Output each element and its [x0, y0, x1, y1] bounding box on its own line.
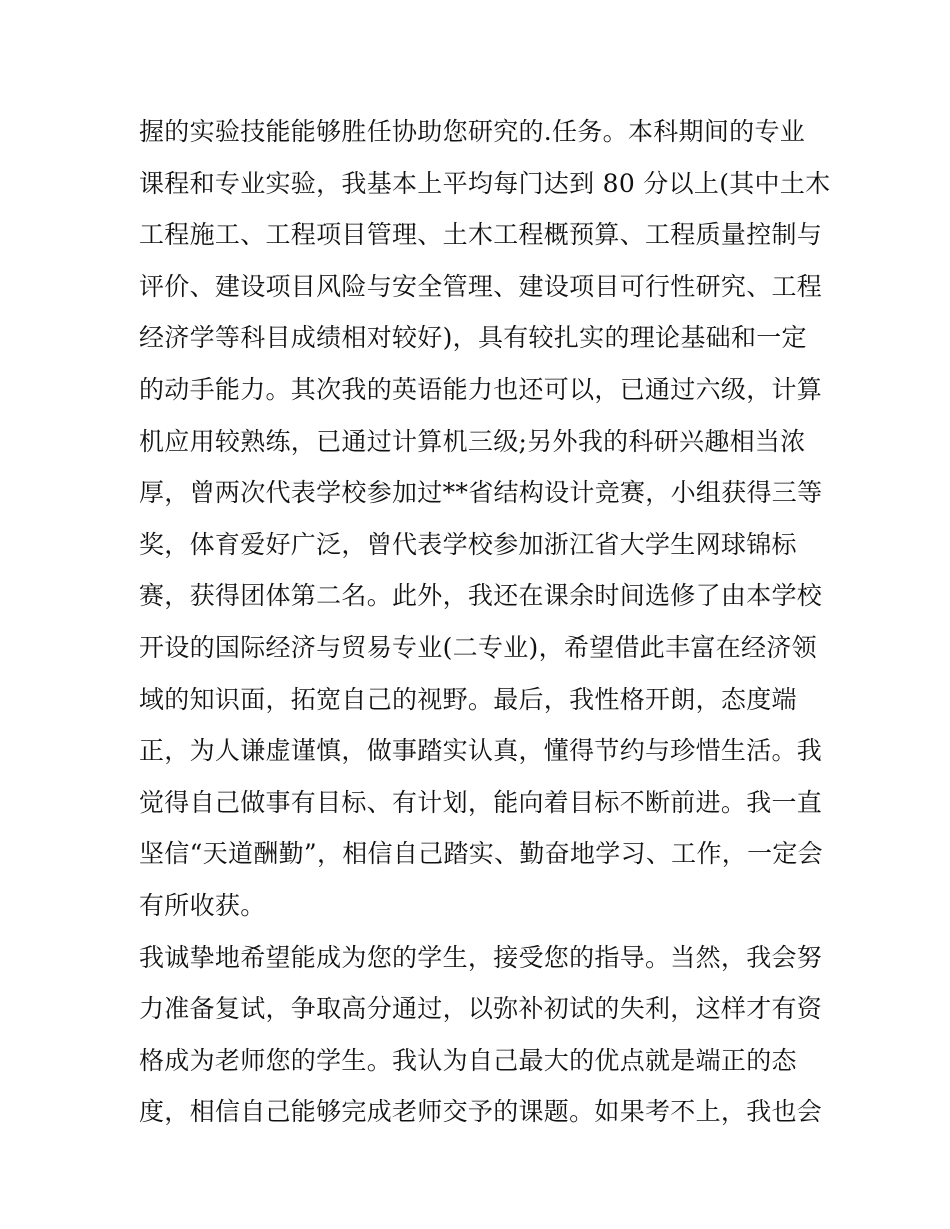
text-line: 坚信“天道酬勤”，相信自己踏实、勤奋地学习、工作，一定会 [139, 839, 823, 869]
text-line: 课程和专业实验，我基本上平均每门达到 80 分以上(其中土木 [139, 168, 831, 198]
text-line: 力准备复试，争取高分通过，以弥补初试的失利，这样才有资 [139, 994, 823, 1024]
text-line: 域的知识面，拓宽自己的视野。最后，我性格开朗，态度端 [139, 684, 797, 714]
text-line: 开设的国际经济与贸易专业(二专业)，希望借此丰富在经济领 [139, 632, 817, 662]
text-line: 机应用较熟练，已通过计算机三级;另外我的科研兴趣相当浓 [139, 426, 806, 456]
text-line: 我诚挚地希望能成为您的学生，接受您的指导。当然，我会努 [139, 942, 823, 972]
text-line: 赛，获得团体第二名。此外，我还在课余时间选修了由本学校 [139, 581, 823, 611]
paragraph-1 [139, 106, 839, 932]
text-line: 有所收获。 [139, 890, 266, 920]
text-line: 评价、建设项目风险与安全管理、建设项目可行性研究、工程 [139, 271, 823, 301]
text-line: 格成为老师您的学生。我认为自己最大的优点就是端正的态 [139, 1045, 797, 1075]
text-line: 握的实验技能能够胜任协助您研究的.任务。本科期间的专业 [139, 117, 806, 146]
text-line: 的动手能力。其次我的英语能力也还可以，已通过六级，计算 [139, 374, 823, 404]
paragraph-2 [139, 932, 839, 1138]
text-line: 厚，曾两次代表学校参加过**省结构设计竞赛，小组获得三等 [139, 478, 823, 508]
text-line: 度，相信自己能够完成老师交予的课题。如果考不上，我也会 [139, 1097, 823, 1127]
body-text [139, 106, 839, 1138]
text-line: 工程施工、工程项目管理、土木工程概预算、工程质量控制与 [139, 220, 823, 250]
text-line: 觉得自己做事有目标、有计划，能向着目标不断前进。我一直 [139, 787, 823, 817]
text-line: 经济学等科目成绩相对较好)，具有较扎实的理论基础和一定 [139, 323, 807, 353]
text-line: 正，为人谦虚谨慎，做事踏实认真，懂得节约与珍惜生活。我 [139, 736, 823, 766]
text-line: 奖，体育爱好广泛，曾代表学校参加浙江省大学生网球锦标 [139, 529, 797, 559]
